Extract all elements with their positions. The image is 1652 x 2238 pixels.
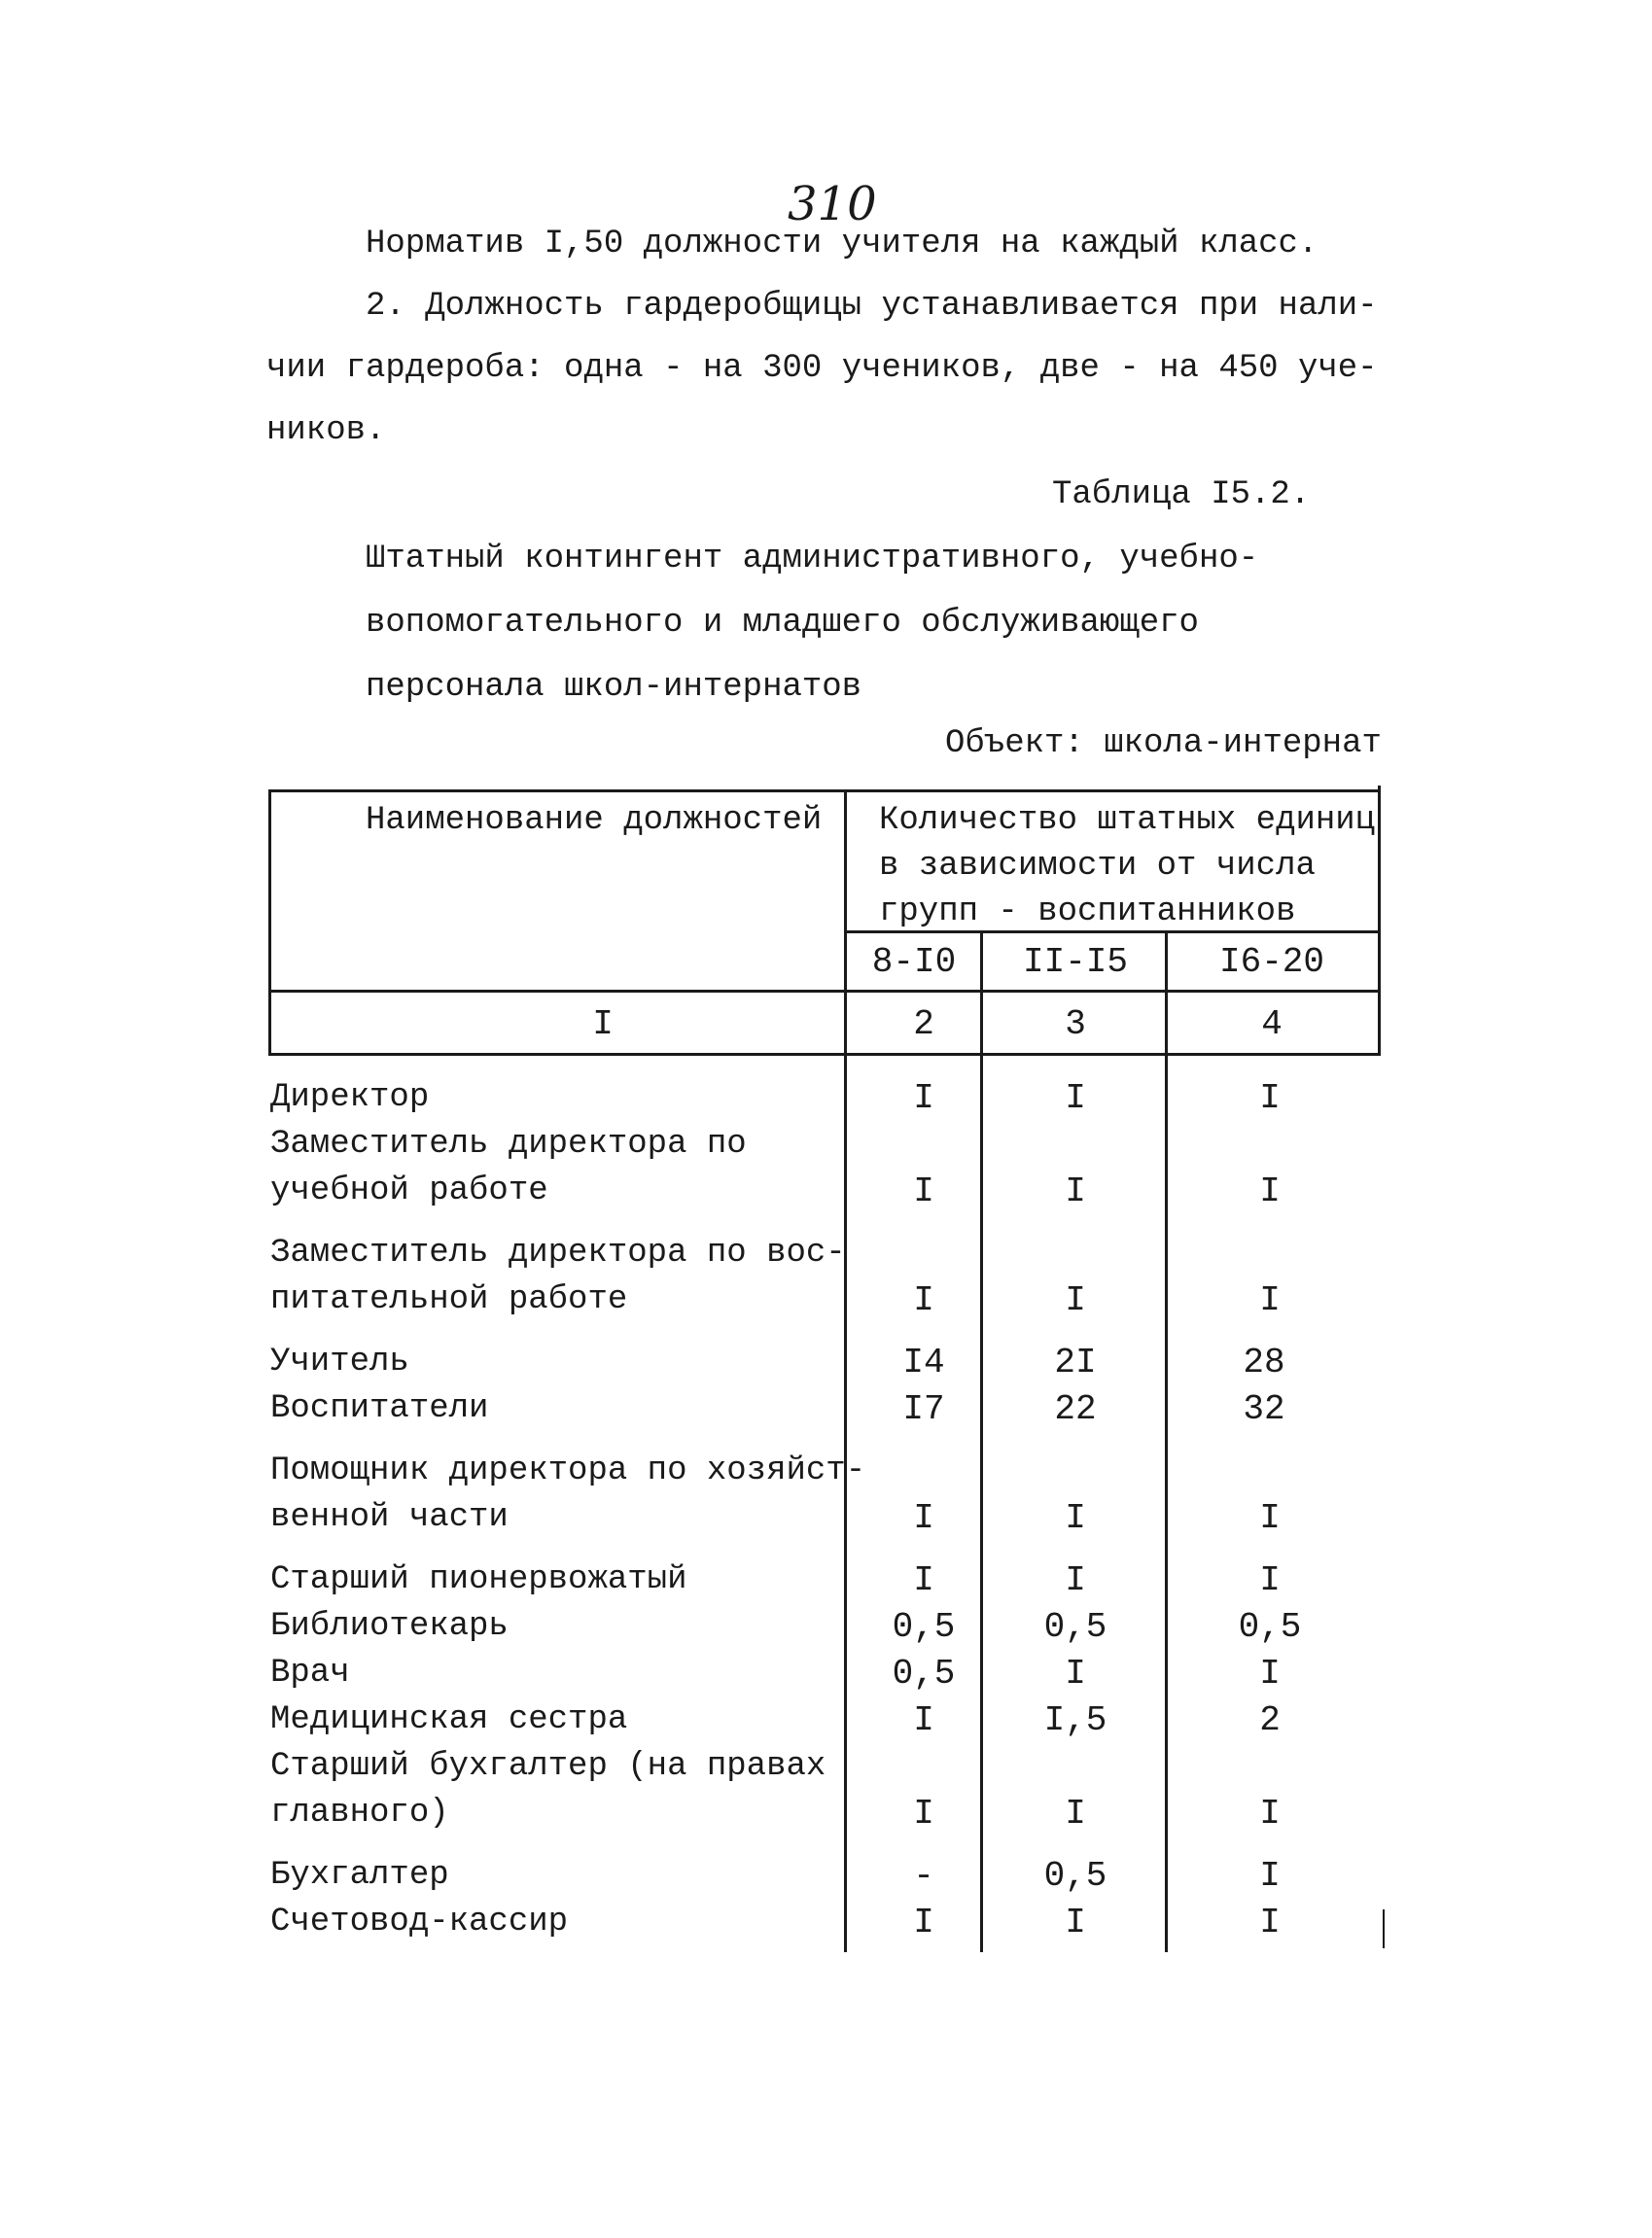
col-number-4: 4 [1261, 1004, 1283, 1044]
table-cell: 0,5 [1238, 1607, 1302, 1647]
row-name-deputy-academic: Заместитель директора по [270, 1126, 747, 1163]
table-right-border [1378, 786, 1381, 1056]
table-cell: 22 [1054, 1389, 1097, 1429]
table-cell: I4 [902, 1343, 945, 1382]
subheader-16-20: I6-20 [1218, 942, 1325, 982]
table-right-stub [1383, 1909, 1385, 1948]
row-name-nurse: Медицинская сестра [270, 1701, 628, 1738]
table-cell: I [913, 1498, 934, 1538]
row-name-librarian: Библиотекарь [270, 1608, 509, 1645]
table-cell: 2 [1259, 1700, 1281, 1740]
table-cell: I [1259, 1794, 1281, 1834]
table-cell: 0,5 [892, 1607, 956, 1647]
table-label: Таблица I5.2. [1052, 476, 1311, 513]
row-name-assistant-household-cont: венной части [270, 1499, 509, 1536]
table-cell: I [1259, 1856, 1281, 1896]
row-name-assistant-household: Помощник директора по хозяйст- [270, 1452, 866, 1489]
table-cell: 28 [1243, 1343, 1285, 1382]
table-cell: 0,5 [892, 1654, 956, 1694]
paragraph-cloakroom-line3: ников. [266, 412, 386, 449]
table-cell: I [1065, 1794, 1086, 1834]
header-staff-units-line2: в зависимости от числа [879, 848, 1316, 885]
table-cell: I [913, 1560, 934, 1600]
col-number-1: I [592, 1004, 614, 1044]
header-staff-units-line1: Количество штатных единиц [879, 802, 1376, 839]
row-name-senior-pioneer-leader: Старший пионервожатый [270, 1561, 687, 1598]
table-cell: I [1259, 1654, 1281, 1694]
paragraph-norm: Норматив I,50 должности учителя на каждый класс. [366, 226, 1318, 262]
table-cell: I [1065, 1560, 1086, 1600]
table-cell: 0,5 [1043, 1607, 1107, 1647]
table-colnum-rule [268, 1053, 1381, 1056]
row-name-deputy-academic-cont: учебной работе [270, 1172, 548, 1209]
table-cell: 32 [1243, 1389, 1285, 1429]
table-cell: I [913, 1700, 934, 1740]
row-name-deputy-upbringing: Заместитель директора по вос- [270, 1235, 846, 1272]
table-cell: I [913, 1794, 934, 1834]
paragraph-cloakroom-line1: 2. Должность гардеробщицы устанавливается при нали- [366, 288, 1378, 325]
subheader-8-10: 8-I0 [871, 942, 957, 982]
paragraph-cloakroom-line2: чии гардероба: одна - на 300 учеников, две - на 450 уче- [266, 350, 1378, 387]
header-staff-units-line3: групп - воспитанников [879, 893, 1296, 930]
table-cell: 2I [1054, 1343, 1097, 1382]
col-number-3: 3 [1065, 1004, 1086, 1044]
table-left-border [268, 789, 271, 1056]
row-name-chief-accountant: Старший бухгалтер (на правах [270, 1748, 826, 1785]
table-cell: I [1065, 1078, 1086, 1118]
table-cell: I [1259, 1498, 1281, 1538]
table-cell: I [1259, 1903, 1281, 1942]
table-divider-col3 [1165, 930, 1168, 1952]
subheader-11-15: II-I5 [1022, 942, 1129, 982]
col-number-2: 2 [913, 1004, 934, 1044]
row-name-educators: Воспитатели [270, 1390, 489, 1427]
table-title-line1: Штатный контингент административного, учебно- [366, 541, 1259, 577]
header-position-name: Наименование должностей [366, 802, 823, 839]
table-cell: I7 [902, 1389, 945, 1429]
table-cell: I [1259, 1560, 1281, 1600]
row-name-deputy-upbringing-cont: питательной работе [270, 1281, 628, 1318]
table-cell: I [913, 1078, 934, 1118]
table-cell: I [913, 1171, 934, 1211]
row-name-director: Директор [270, 1079, 430, 1116]
table-top-border [268, 789, 1381, 792]
table-cell: - [913, 1856, 934, 1896]
row-name-clerk-cashier: Счетовод-кассир [270, 1904, 569, 1941]
row-name-teacher: Учитель [270, 1344, 409, 1381]
table-cell: I [1065, 1654, 1086, 1694]
table-title-line3: персонала школ-интернатов [366, 669, 862, 706]
table-header-rule [268, 990, 1381, 993]
object-line: Объект: школа-интернат [945, 725, 1382, 762]
table-cell: I [1065, 1280, 1086, 1320]
table-subheader-rule [844, 930, 1381, 933]
row-name-accountant: Бухгалтер [270, 1857, 449, 1894]
table-cell: I [1259, 1171, 1281, 1211]
table-cell: I [1259, 1078, 1281, 1118]
table-cell: 0,5 [1043, 1856, 1107, 1896]
table-cell: I [1065, 1171, 1086, 1211]
table-cell: I [1259, 1280, 1281, 1320]
table-cell: I [1065, 1498, 1086, 1538]
page-number: 310 [788, 177, 877, 231]
table-cell: I [1065, 1903, 1086, 1942]
row-name-doctor: Врач [270, 1655, 350, 1692]
table-cell: I [913, 1903, 934, 1942]
row-name-chief-accountant-cont: главного) [270, 1795, 449, 1832]
table-cell: I,5 [1043, 1700, 1107, 1740]
table-cell: I [913, 1280, 934, 1320]
table-title-line2: вопомогательного и младшего обслуживающего [366, 605, 1199, 642]
